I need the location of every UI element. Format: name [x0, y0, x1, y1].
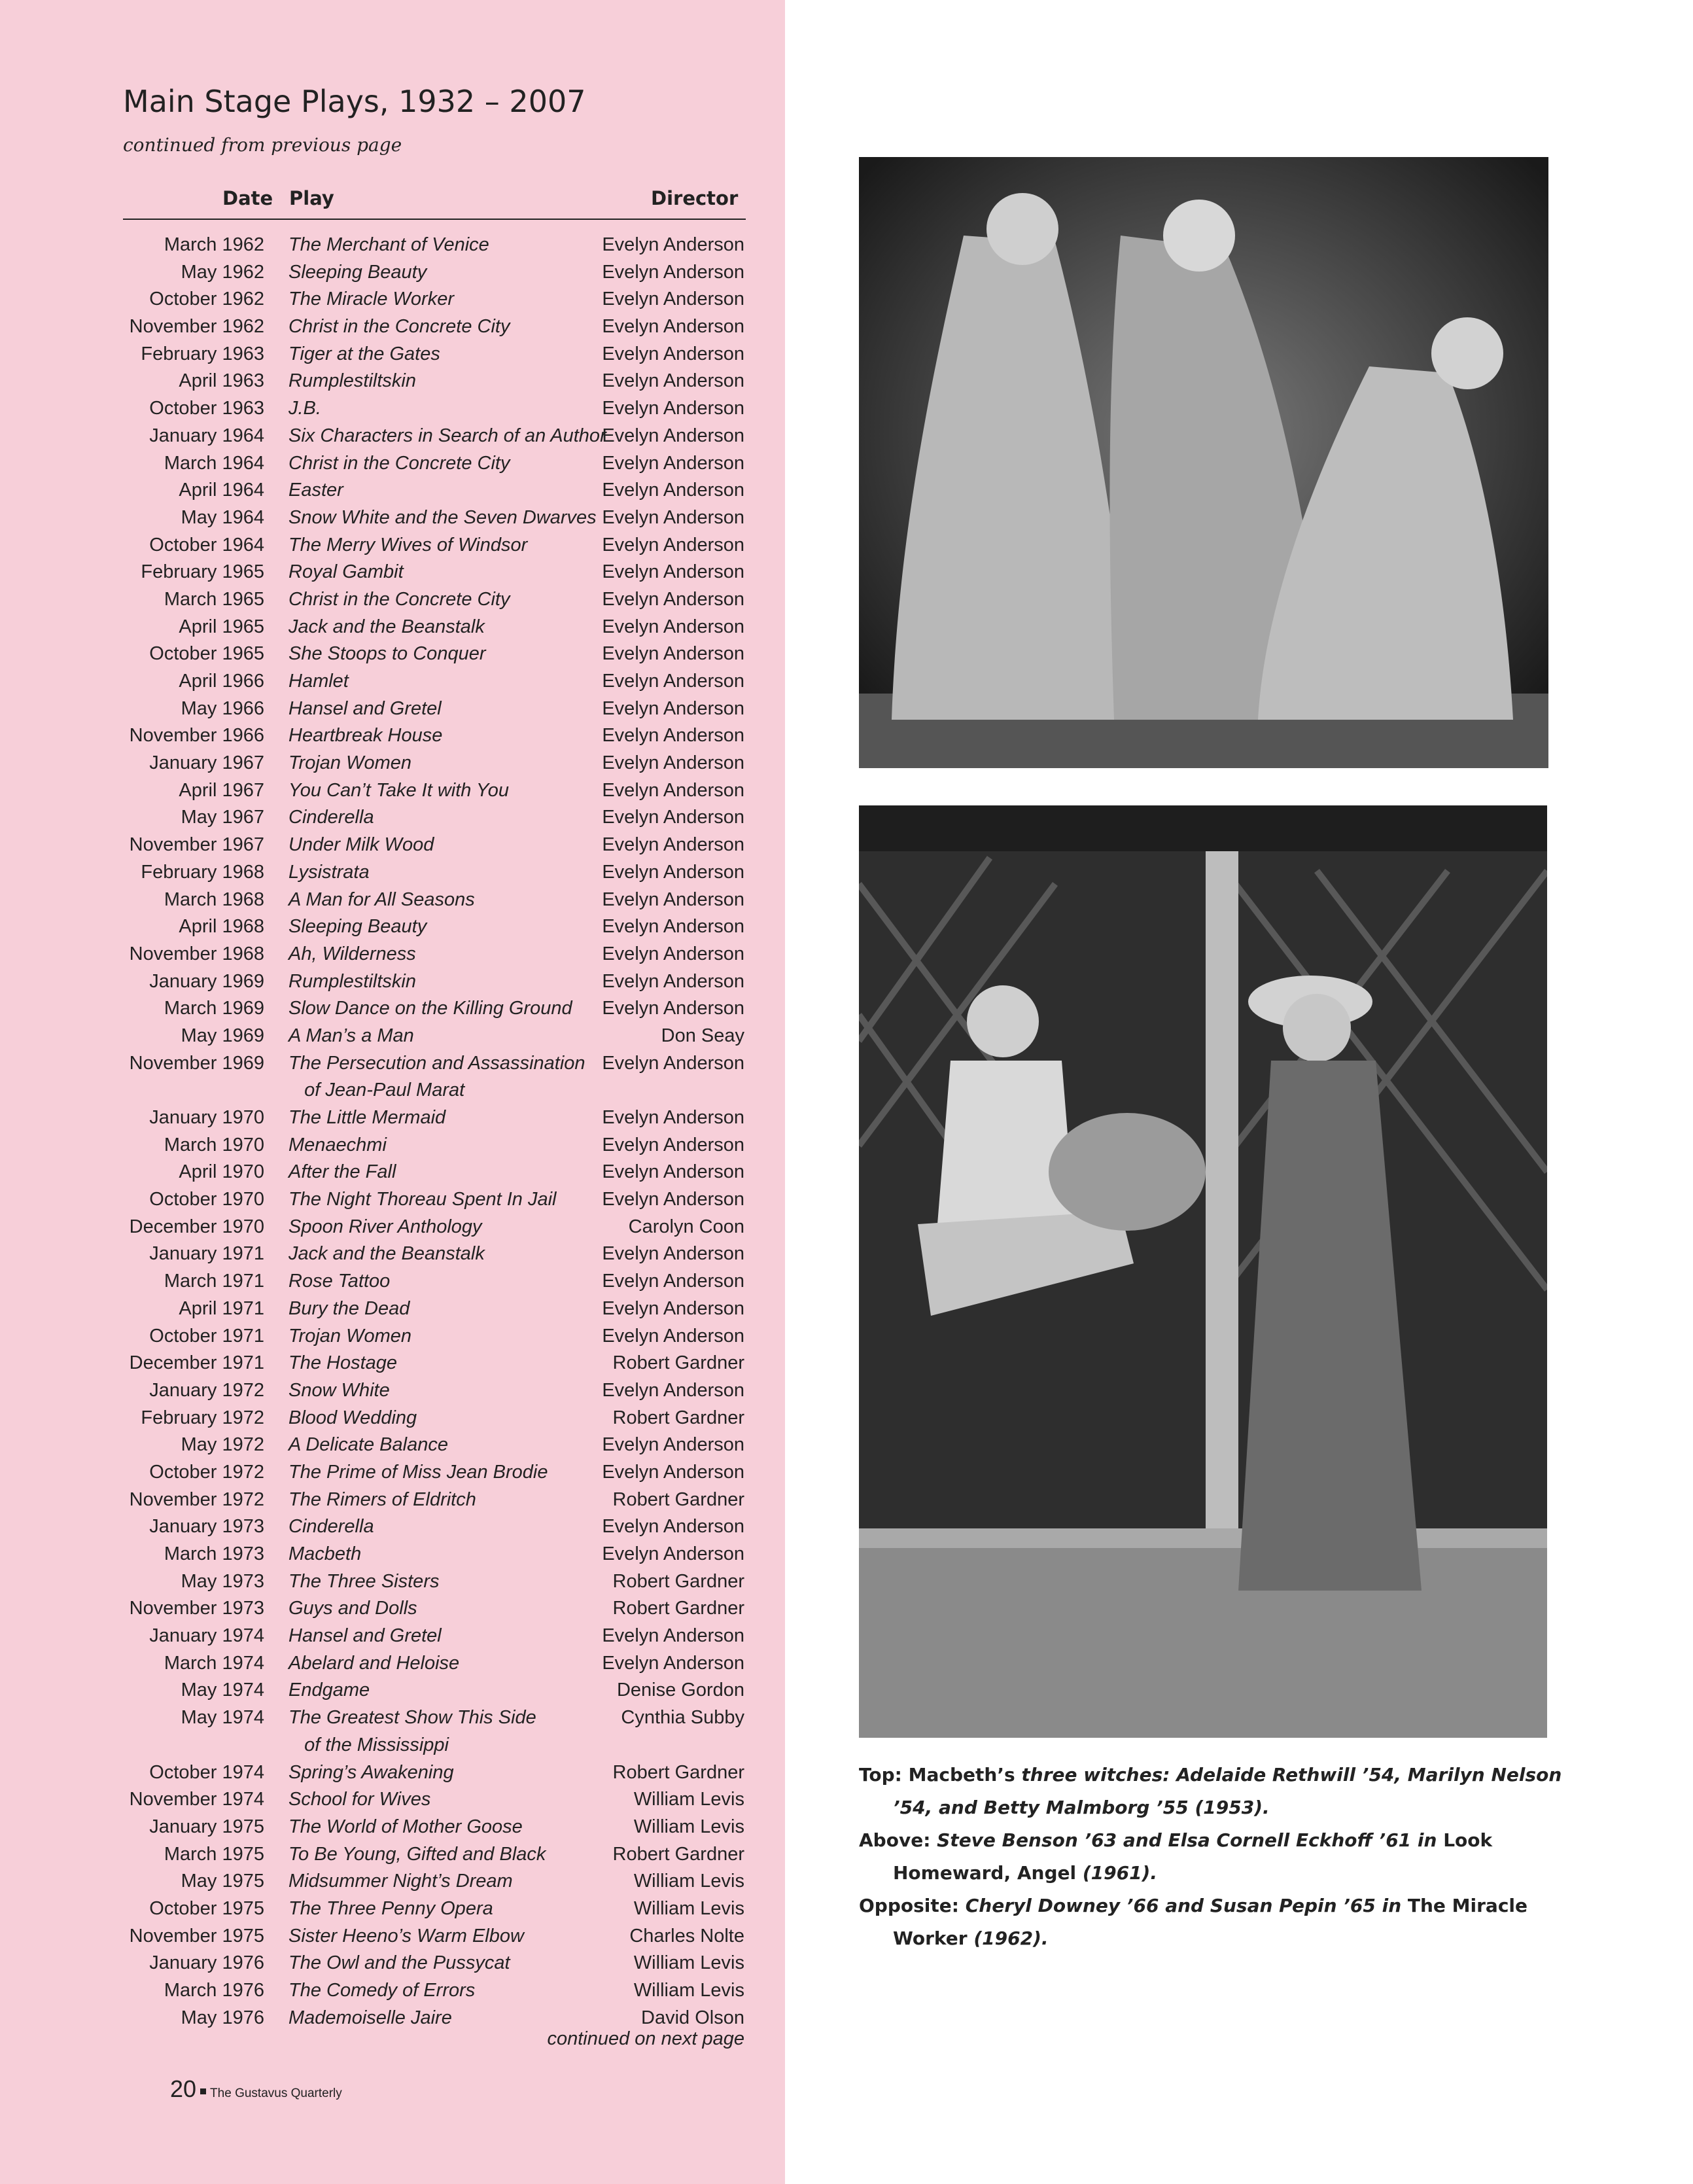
- play-title: Jack and the Beanstalk: [288, 1243, 485, 1265]
- left-panel: [0, 0, 785, 2184]
- play-director: Charles Nolte: [629, 1925, 744, 1946]
- play-date: January 1975: [149, 1816, 264, 1837]
- play-title: Six Characters in Search of an Author: [288, 425, 606, 446]
- table-row: [0, 1350, 785, 1377]
- play-date: March 1976: [164, 1980, 264, 2001]
- play-title: Spoon River Anthology: [288, 1216, 482, 1237]
- play-date: April 1964: [179, 480, 264, 501]
- play-title: To Be Young, Gifted and Black: [288, 1843, 546, 1865]
- play-title: Christ in the Concrete City: [288, 452, 510, 474]
- play-title: Cinderella: [288, 1516, 374, 1538]
- table-row: [0, 832, 785, 859]
- play-title: The Little Mermaid: [288, 1107, 446, 1129]
- play-title: A Man for All Seasons: [288, 889, 475, 910]
- caption-part: Top:: [859, 1764, 909, 1786]
- play-director: David Olson: [641, 2007, 744, 2028]
- table-row: [0, 859, 785, 887]
- table-row: [0, 1459, 785, 1487]
- table-row: [0, 696, 785, 723]
- table-row: [0, 614, 785, 641]
- play-director: Don Seay: [661, 1025, 744, 1046]
- table-row: [0, 1214, 785, 1241]
- table-row: [0, 1104, 785, 1132]
- caption-part: Cheryl Downey ’66 and Susan Pepin ’65 in: [965, 1895, 1408, 1916]
- table-row: [0, 1132, 785, 1159]
- table-row: [0, 341, 785, 368]
- table-row: [0, 232, 785, 259]
- play-director: Evelyn Anderson: [602, 425, 744, 446]
- table-row: [0, 1186, 785, 1214]
- play-date: February 1963: [141, 343, 264, 364]
- page-subtitle: continued from previous page: [123, 134, 402, 156]
- play-director: Evelyn Anderson: [602, 643, 744, 665]
- table-row: [0, 1759, 785, 1787]
- play-director: Robert Gardner: [612, 1407, 744, 1428]
- play-director: Evelyn Anderson: [602, 1379, 744, 1401]
- play-director: Evelyn Anderson: [602, 370, 744, 392]
- table-row: [0, 1650, 785, 1678]
- play-title: Sleeping Beauty: [288, 261, 427, 283]
- caption: [859, 1890, 1579, 1955]
- play-date: October 1964: [149, 534, 264, 555]
- table-row: [0, 1950, 785, 1977]
- table-row: [0, 968, 785, 996]
- caption-part: Steve Benson ’63 and Elsa Cornell Eckhoff ’61 in: [937, 1829, 1444, 1851]
- play-date: October 1972: [149, 1461, 264, 1483]
- play-title: The Prime of Miss Jean Brodie: [288, 1461, 548, 1483]
- photo-three-witches-graphic: [859, 157, 1548, 768]
- play-date: May 1975: [181, 1871, 264, 1892]
- table-row: [0, 750, 785, 777]
- table-row: [0, 395, 785, 423]
- play-date: March 1974: [164, 1652, 264, 1674]
- play-title: School for Wives: [288, 1789, 431, 1810]
- play-title: J.B.: [288, 398, 321, 419]
- play-director: William Levis: [633, 1980, 744, 2001]
- play-director: Evelyn Anderson: [602, 561, 744, 583]
- play-director: Robert Gardner: [612, 1488, 744, 1510]
- play-date: November 1967: [129, 834, 264, 856]
- play-director: Denise Gordon: [616, 1680, 744, 1701]
- play-date: January 1969: [149, 970, 264, 992]
- play-director: Evelyn Anderson: [602, 261, 744, 283]
- play-title: The Three Penny Opera: [288, 1897, 493, 1919]
- play-director: Evelyn Anderson: [602, 1461, 744, 1483]
- play-date: May 1969: [181, 1025, 264, 1046]
- caption-part: three witches: Adelaide Rethwill ’54, Marilyn Nelson ’54, and Betty Malmborg ’55 (1953).: [893, 1764, 1562, 1818]
- play-date: November 1962: [129, 316, 264, 338]
- play-title: The World of Mother Goose: [288, 1816, 523, 1837]
- play-director: Evelyn Anderson: [602, 588, 744, 610]
- play-director: Evelyn Anderson: [602, 1052, 744, 1074]
- play-title: The Comedy of Errors: [288, 1980, 476, 2001]
- play-title: You Can’t Take It with You: [288, 779, 509, 801]
- table-row: [0, 1704, 785, 1759]
- play-director: Evelyn Anderson: [602, 398, 744, 419]
- play-date: January 1964: [149, 425, 264, 446]
- table-row: [0, 1295, 785, 1323]
- play-date: October 1962: [149, 289, 264, 310]
- play-date: February 1965: [141, 561, 264, 583]
- play-date: January 1972: [149, 1379, 264, 1401]
- play-director: Evelyn Anderson: [602, 1297, 744, 1319]
- play-date: March 1975: [164, 1843, 264, 1865]
- table-row: [0, 450, 785, 478]
- play-date: May 1967: [181, 807, 264, 828]
- table-row: [0, 1568, 785, 1596]
- play-director: Evelyn Anderson: [602, 943, 744, 964]
- table-row: [0, 1923, 785, 1950]
- play-date: April 1966: [179, 671, 264, 692]
- play-date: November 1972: [129, 1488, 264, 1510]
- play-date: January 1971: [149, 1243, 264, 1265]
- play-director: Evelyn Anderson: [602, 1189, 744, 1210]
- play-date: November 1968: [129, 943, 264, 964]
- table-row: [0, 777, 785, 805]
- play-director: Evelyn Anderson: [602, 998, 744, 1019]
- play-title: Tiger at the Gates: [288, 343, 440, 364]
- play-title: Jack and the Beanstalk: [288, 616, 485, 637]
- play-director: Evelyn Anderson: [602, 807, 744, 828]
- table-row: [0, 804, 785, 832]
- play-title: After the Fall: [288, 1161, 396, 1183]
- table-header: [123, 187, 746, 220]
- play-date: January 1974: [149, 1625, 264, 1647]
- play-title: The Greatest Show This Side of the Mississippi: [288, 1707, 536, 1755]
- play-director: Evelyn Anderson: [602, 1516, 744, 1538]
- play-title: Rumplestiltskin: [288, 370, 416, 392]
- table-row: [0, 1377, 785, 1405]
- play-director: William Levis: [633, 1871, 744, 1892]
- play-date: May 1964: [181, 506, 264, 528]
- table-row: [0, 1595, 785, 1623]
- column-header-play: Play: [289, 187, 334, 209]
- play-date: May 1972: [181, 1434, 264, 1456]
- table-row: [0, 313, 785, 341]
- play-title: A Delicate Balance: [288, 1434, 448, 1456]
- play-title: Under Milk Wood: [288, 834, 434, 856]
- play-date: March 1969: [164, 998, 264, 1019]
- play-title: Christ in the Concrete City: [288, 588, 510, 610]
- play-title: The Rimers of Eldritch: [288, 1488, 476, 1510]
- play-title: Rumplestiltskin: [288, 970, 416, 992]
- table-row: [0, 1159, 785, 1186]
- play-date: October 1975: [149, 1897, 264, 1919]
- play-date: January 1967: [149, 752, 264, 774]
- play-director: Evelyn Anderson: [602, 480, 744, 501]
- play-date: November 1966: [129, 725, 264, 747]
- play-date: October 1963: [149, 398, 264, 419]
- play-date: February 1968: [141, 861, 264, 883]
- page-number: 20: [170, 2075, 197, 2102]
- play-date: March 1973: [164, 1543, 264, 1565]
- play-director: Evelyn Anderson: [602, 889, 744, 910]
- play-date: December 1970: [129, 1216, 264, 1237]
- play-title: The Merry Wives of Windsor: [288, 534, 528, 555]
- play-date: April 1965: [179, 616, 264, 637]
- table-row: [0, 532, 785, 559]
- play-title: Lysistrata: [288, 861, 370, 883]
- play-director: Evelyn Anderson: [602, 1243, 744, 1265]
- caption: [859, 1824, 1579, 1890]
- table-row: [0, 1814, 785, 1841]
- play-director: Evelyn Anderson: [602, 1325, 744, 1347]
- play-date: March 1970: [164, 1134, 264, 1155]
- play-title: Heartbreak House: [288, 725, 443, 747]
- play-director: Evelyn Anderson: [602, 1625, 744, 1647]
- table-row: [0, 1895, 785, 1923]
- play-title: The Owl and the Pussycat: [288, 1952, 510, 1974]
- play-date: November 1975: [129, 1925, 264, 1946]
- play-title: Trojan Women: [288, 1325, 412, 1347]
- play-title: Christ in the Concrete City: [288, 316, 510, 338]
- play-date: November 1974: [129, 1789, 264, 1810]
- play-date: April 1971: [179, 1297, 264, 1319]
- table-row: [0, 668, 785, 696]
- play-director: Evelyn Anderson: [602, 234, 744, 255]
- table-row: [0, 1323, 785, 1350]
- play-date: March 1962: [164, 234, 264, 255]
- play-director: Robert Gardner: [612, 1570, 744, 1592]
- play-director: William Levis: [633, 1789, 744, 1810]
- play-title: Ah, Wilderness: [288, 943, 416, 964]
- caption-part: Macbeth’s: [908, 1764, 1022, 1786]
- play-title: Snow White: [288, 1379, 390, 1401]
- play-director: Evelyn Anderson: [602, 779, 744, 801]
- caption-part: Look Homeward, Angel: [893, 1829, 1493, 1884]
- play-director: Evelyn Anderson: [602, 752, 744, 774]
- play-director: Evelyn Anderson: [602, 1652, 744, 1674]
- play-date: May 1974: [181, 1707, 264, 1729]
- play-director: Evelyn Anderson: [602, 1543, 744, 1565]
- play-date: May 1973: [181, 1570, 264, 1592]
- play-director: Evelyn Anderson: [602, 671, 744, 692]
- play-date: October 1974: [149, 1761, 264, 1783]
- table-row: [0, 368, 785, 395]
- play-director: Evelyn Anderson: [602, 861, 744, 883]
- play-title: The Three Sisters: [288, 1570, 440, 1592]
- play-director: Evelyn Anderson: [602, 289, 744, 310]
- footer-bullet: [200, 2088, 206, 2094]
- table-row: [0, 1268, 785, 1295]
- play-title: She Stoops to Conquer: [288, 643, 486, 665]
- play-title: Guys and Dolls: [288, 1598, 417, 1619]
- play-date: March 1968: [164, 889, 264, 910]
- play-title: The Miracle Worker: [288, 289, 454, 310]
- play-title: Hamlet: [288, 671, 349, 692]
- play-director: Evelyn Anderson: [602, 725, 744, 747]
- table-row: [0, 423, 785, 450]
- play-date: May 1974: [181, 1680, 264, 1701]
- play-director: Evelyn Anderson: [602, 534, 744, 555]
- plays-table: [0, 232, 785, 2032]
- play-title: Bury the Dead: [288, 1297, 410, 1319]
- play-director: William Levis: [633, 1816, 744, 1837]
- caption-part: Above:: [859, 1829, 937, 1851]
- play-date: December 1971: [129, 1352, 264, 1374]
- table-row: [0, 1677, 785, 1704]
- play-director: William Levis: [633, 1897, 744, 1919]
- play-director: Evelyn Anderson: [602, 1434, 744, 1456]
- caption-part: Opposite:: [859, 1895, 966, 1916]
- play-director: Evelyn Anderson: [602, 316, 744, 338]
- play-date: May 1976: [181, 2007, 264, 2028]
- table-row: [0, 259, 785, 287]
- play-title: Abelard and Heloise: [288, 1652, 460, 1674]
- play-title: Hansel and Gretel: [288, 697, 442, 719]
- play-date: March 1964: [164, 452, 264, 474]
- play-director: Evelyn Anderson: [602, 1107, 744, 1129]
- play-director: Evelyn Anderson: [602, 343, 744, 364]
- play-title: Sleeping Beauty: [288, 916, 427, 938]
- photo-three-witches: [859, 157, 1548, 768]
- table-row: [0, 477, 785, 504]
- play-date: January 1970: [149, 1107, 264, 1129]
- photo-captions: [859, 1759, 1579, 1955]
- play-director: Evelyn Anderson: [602, 697, 744, 719]
- play-director: Evelyn Anderson: [602, 834, 744, 856]
- play-date: October 1971: [149, 1325, 264, 1347]
- play-director: Evelyn Anderson: [602, 616, 744, 637]
- play-director: Robert Gardner: [612, 1843, 744, 1865]
- play-title: Easter: [288, 480, 343, 501]
- table-row: [0, 641, 785, 668]
- play-director: Robert Gardner: [612, 1352, 744, 1374]
- play-director: Robert Gardner: [612, 1761, 744, 1783]
- table-row: [0, 286, 785, 313]
- play-director: Evelyn Anderson: [602, 452, 744, 474]
- play-director: Evelyn Anderson: [602, 1161, 744, 1183]
- play-title: The Persecution and Assassination of Jean-Paul Marat: [288, 1052, 585, 1101]
- table-row: [0, 1405, 785, 1432]
- play-director: Evelyn Anderson: [602, 1134, 744, 1155]
- play-director: Carolyn Coon: [628, 1216, 744, 1237]
- play-title: Rose Tattoo: [288, 1271, 391, 1292]
- column-header-date: Date: [222, 187, 273, 209]
- table-row: [0, 1623, 785, 1650]
- play-title: A Man’s a Man: [288, 1025, 414, 1046]
- table-row: [0, 995, 785, 1023]
- table-row: [0, 1023, 785, 1050]
- table-row: [0, 1786, 785, 1814]
- table-row: [0, 1977, 785, 2005]
- table-row: [0, 913, 785, 941]
- table-row: [0, 1513, 785, 1541]
- play-date: October 1965: [149, 643, 264, 665]
- play-title: Sister Heeno’s Warm Elbow: [288, 1925, 524, 1946]
- play-date: April 1970: [179, 1161, 264, 1183]
- play-title: Hansel and Gretel: [288, 1625, 442, 1647]
- play-director: Evelyn Anderson: [602, 1271, 744, 1292]
- play-title: Blood Wedding: [288, 1407, 417, 1428]
- play-date: April 1968: [179, 916, 264, 938]
- page-title: Main Stage Plays, 1932 – 2007: [123, 84, 586, 119]
- play-director: William Levis: [633, 1952, 744, 1974]
- table-row: [0, 1487, 785, 1514]
- play-director: Cynthia Subby: [621, 1707, 744, 1729]
- photo-look-homeward-angel: [859, 805, 1547, 1738]
- publication-name: The Gustavus Quarterly: [210, 2087, 342, 2100]
- photo-look-homeward-angel-graphic: [859, 805, 1547, 1738]
- play-date: January 1973: [149, 1516, 264, 1538]
- table-row: [0, 1050, 785, 1104]
- table-row: [0, 1241, 785, 1268]
- table-row: [0, 504, 785, 532]
- play-director: Evelyn Anderson: [602, 970, 744, 992]
- play-title: Spring’s Awakening: [288, 1761, 454, 1783]
- footer: [170, 2075, 342, 2103]
- table-row: [0, 1868, 785, 1895]
- play-title: Menaechmi: [288, 1134, 387, 1155]
- play-title: Midsummer Night’s Dream: [288, 1871, 513, 1892]
- play-title: The Merchant of Venice: [288, 234, 489, 255]
- play-title: Royal Gambit: [288, 561, 404, 583]
- table-row: [0, 1432, 785, 1459]
- play-title: Trojan Women: [288, 752, 412, 774]
- play-date: November 1973: [129, 1598, 264, 1619]
- play-title: The Night Thoreau Spent In Jail: [288, 1189, 557, 1210]
- play-date: April 1963: [179, 370, 264, 392]
- play-date: May 1962: [181, 261, 264, 283]
- play-date: October 1970: [149, 1189, 264, 1210]
- table-row: [0, 1841, 785, 1869]
- play-date: March 1971: [164, 1271, 264, 1292]
- play-title: Endgame: [288, 1680, 370, 1701]
- play-date: May 1966: [181, 697, 264, 719]
- play-date: November 1969: [129, 1052, 264, 1074]
- table-row: [0, 941, 785, 968]
- play-director: Evelyn Anderson: [602, 916, 744, 938]
- table-row: [0, 586, 785, 614]
- table-row: [0, 1541, 785, 1568]
- play-title: The Hostage: [288, 1352, 398, 1374]
- caption: [859, 1759, 1579, 1824]
- play-director: Robert Gardner: [612, 1598, 744, 1619]
- play-title: Slow Dance on the Killing Ground: [288, 998, 572, 1019]
- play-date: March 1965: [164, 588, 264, 610]
- column-header-director: Director: [651, 187, 739, 209]
- play-title: Snow White and the Seven Dwarves: [288, 506, 597, 528]
- caption-part: The Miracle Worker: [893, 1895, 1528, 1949]
- play-date: January 1976: [149, 1952, 264, 1974]
- play-date: February 1972: [141, 1407, 264, 1428]
- table-row: [0, 559, 785, 586]
- caption-part: (1961).: [1082, 1862, 1157, 1884]
- table-row: [0, 722, 785, 750]
- play-title: Mademoiselle Jaire: [288, 2007, 452, 2028]
- play-title: Cinderella: [288, 807, 374, 828]
- play-date: April 1967: [179, 779, 264, 801]
- play-director: Evelyn Anderson: [602, 506, 744, 528]
- table-row: [0, 887, 785, 914]
- caption-part: (1962).: [973, 1928, 1049, 1949]
- continued-note: continued on next page: [547, 2028, 744, 2049]
- play-title: Macbeth: [288, 1543, 362, 1565]
